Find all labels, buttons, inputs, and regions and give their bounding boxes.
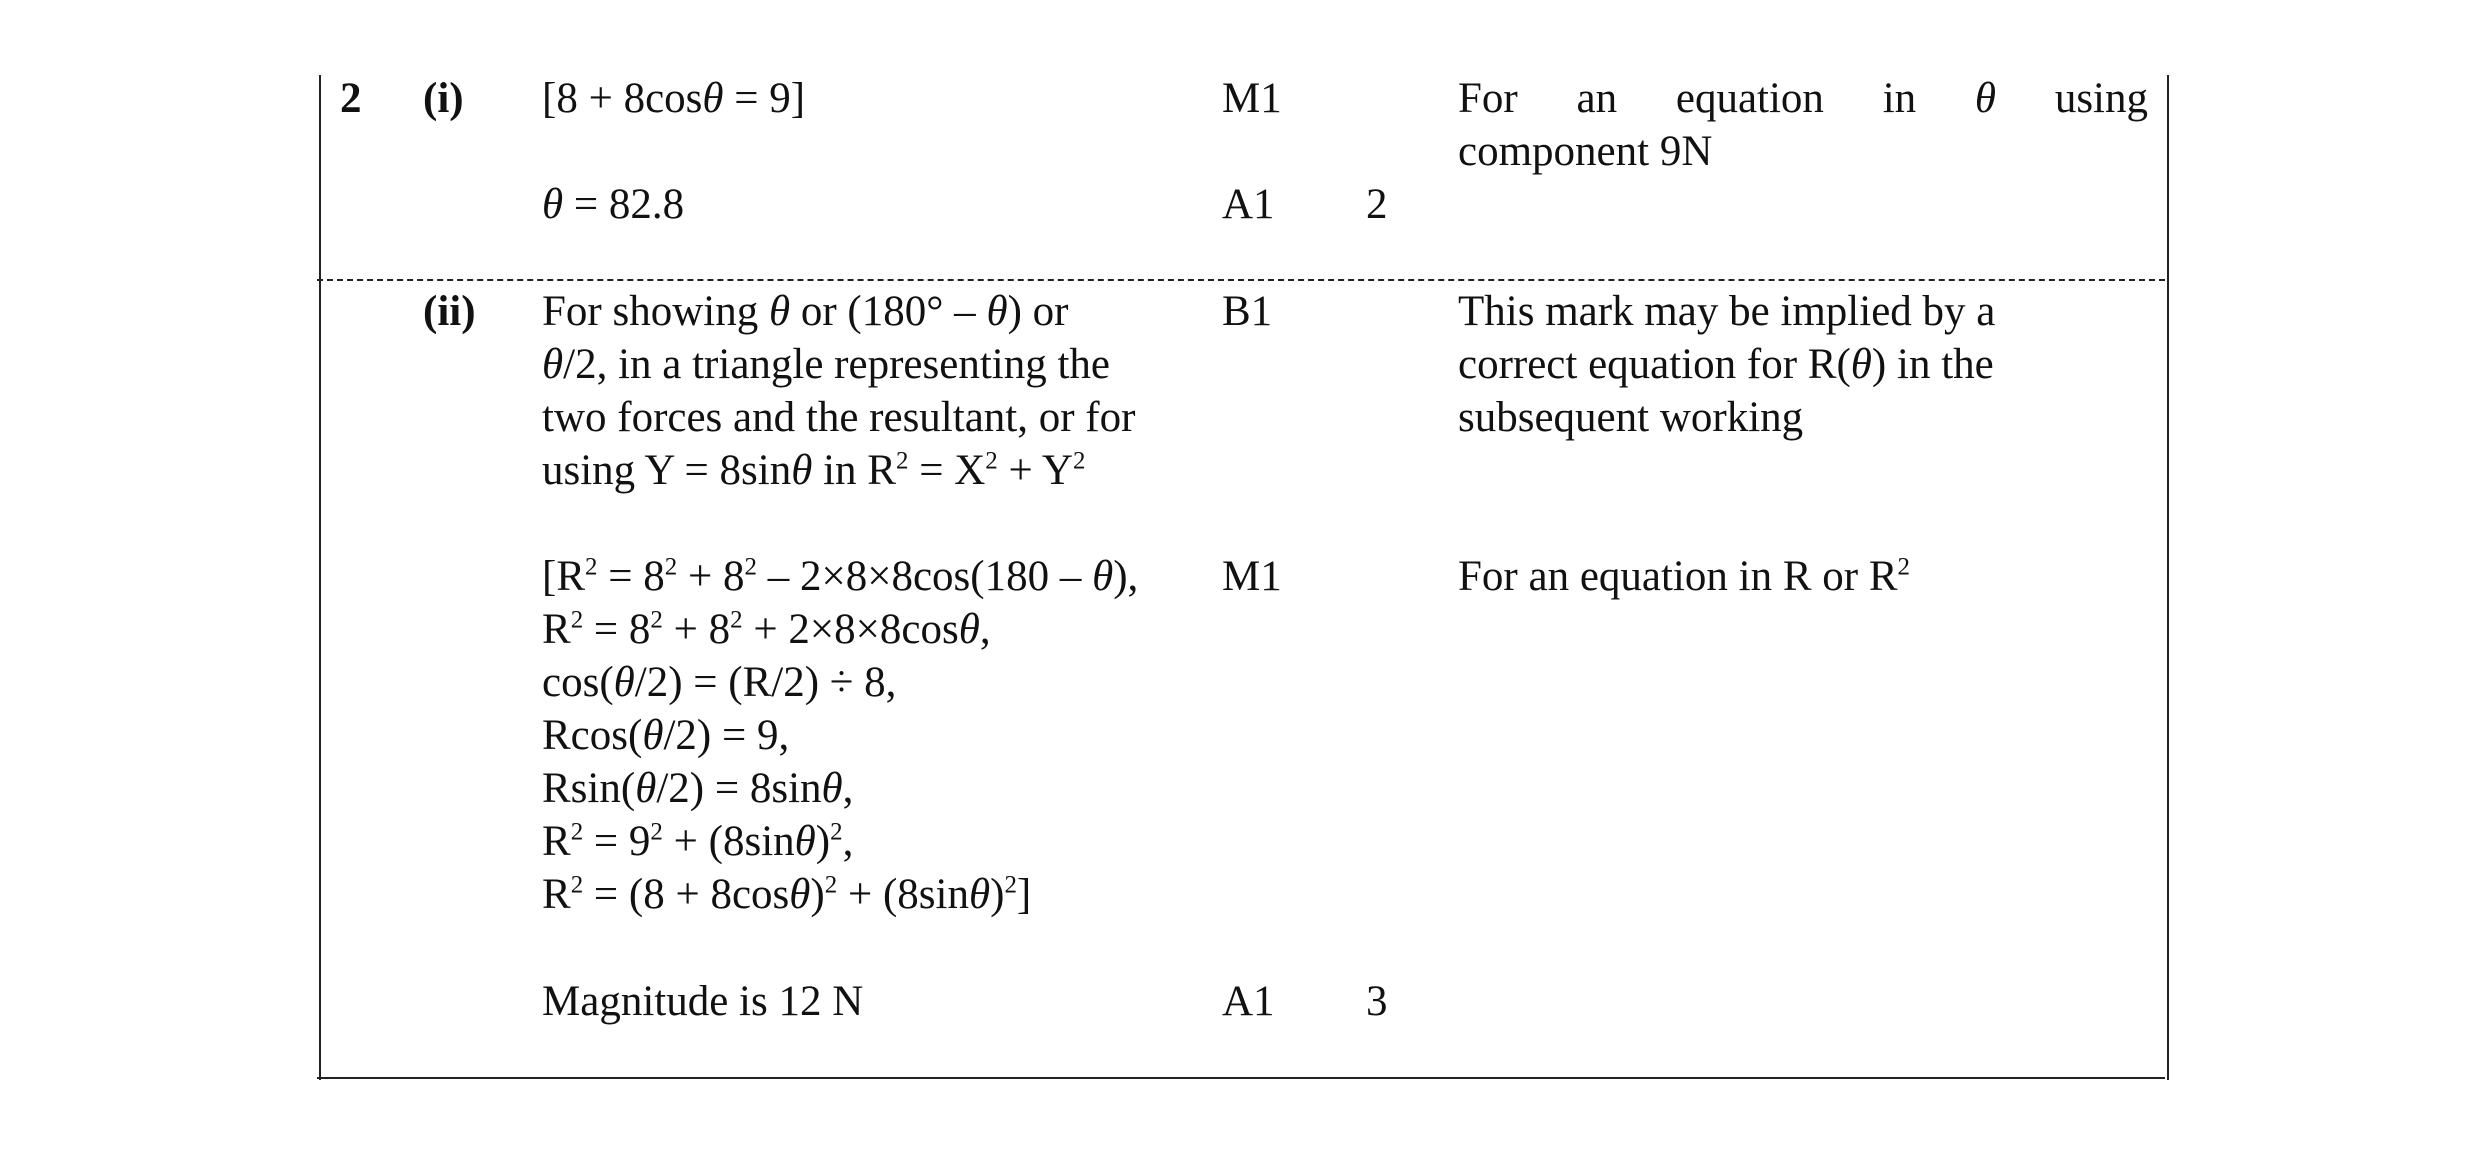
part-ii-b1-description: For showing θ or (180° – θ) or θ/2, in a triangle representing the two forces and the resultant, or for using Y = 8sinθ in $R^2 = X^2 + Y^2$ xyxy=(542,288,1136,494)
part-label-ii: (ii) xyxy=(423,288,476,335)
right-border xyxy=(2167,75,2169,1080)
bottom-border xyxy=(317,1077,2165,1079)
part-i-result: θ = 82.8 xyxy=(542,181,685,228)
part-ii-total: 3 xyxy=(1366,978,1388,1025)
part-label-i: (i) xyxy=(423,75,464,122)
part-ii-mark-b1: B1 xyxy=(1222,288,1273,335)
part-i-mark-m1: M1 xyxy=(1222,75,1282,122)
part-i-mark-a1: A1 xyxy=(1222,181,1275,228)
part-i-equation: [8 + 8cosθ = 9] xyxy=(542,75,806,122)
part-ii-m1-equations: [$R^2 = 8^2 + 8^2 - 2\times 8\times 8\cos(180 - \theta)$, $R^2 = 8^2 + 8^2 + 2\times 8\times 8\cos\theta$, cos(θ/2) = (R/2) ÷ 8, Rcos(θ/2) = 9, Rsin(θ/2) = 8sinθ, $R^2 = 9^2 + (8\sin\theta)^2$, $R^2 = (8 + 8\cos\theta)^2 + (8\sin\theta)^2$] xyxy=(542,553,1139,918)
part-ii-b1-guidance: This mark may be implied by a correct equation for R(θ) in the subsequent working xyxy=(1458,288,1996,441)
part-ii-m1-guidance: For an equation in R or $R^2$ xyxy=(1458,553,1910,600)
part-ii-mark-m1: M1 xyxy=(1222,553,1282,600)
part-i-guidance: For an equation in θ using component 9N xyxy=(1458,75,2148,175)
part-ii-final-answer: Magnitude is 12 N xyxy=(542,978,864,1025)
part-divider xyxy=(317,279,2165,281)
part-ii-mark-a1: A1 xyxy=(1222,978,1275,1025)
left-border xyxy=(319,75,321,1080)
part-i-total: 2 xyxy=(1366,181,1388,228)
question-number: 2 xyxy=(340,75,362,122)
